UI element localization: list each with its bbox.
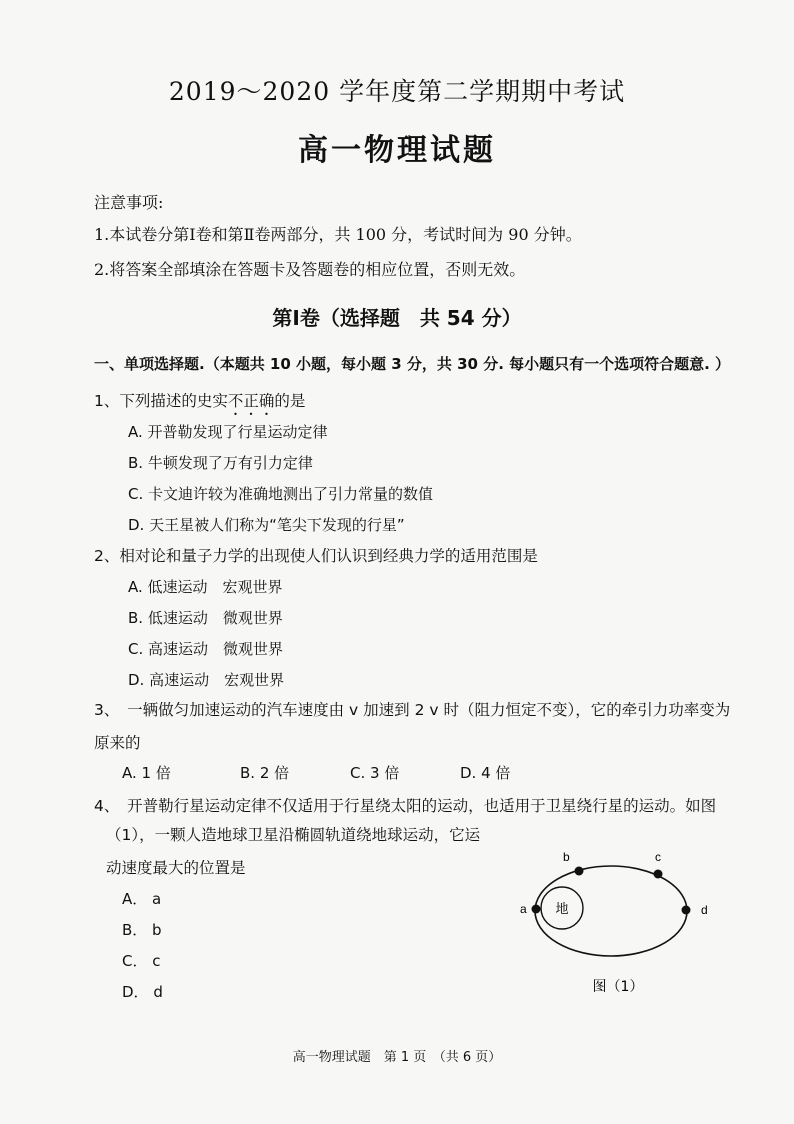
notice-heading: 注意事项: [94,193,164,212]
question-2-stem: 2、相对论和量子力学的出现使人们认识到经典力学的适用范围是 [94,547,538,565]
q3-option-c: C. 3 倍 [350,764,400,782]
earth-label: 地 [555,902,569,917]
point-c-label: c [655,850,661,864]
question-3-stem-line2: 原来的 [94,734,141,752]
point-a-label: a [520,902,527,916]
q3-option-b: B. 2 倍 [240,764,290,782]
q2-option-c: C. 高速运动 微观世界 [128,640,284,658]
section-title: 第Ⅰ卷（选择题 共 54 分） [272,306,522,330]
part-heading: 一、单项选择题.（本题共 10 小题，每小题 3 分，共 30 分. 每小题只有一个选项符合题意. ） [94,355,731,373]
point-d-dot [682,906,691,915]
q4-option-c: C． c [122,952,161,970]
point-b-dot [575,867,584,876]
figure-caption: 图（1） [592,979,644,995]
q1-option-d: D. 天王星被人们称为“笔尖下发现的行星” [128,516,405,534]
point-a-dot [532,905,541,914]
question-4-stem-line2: （1），一颗人造地球卫星沿椭圆轨道绕地球运动，它运 [106,826,481,844]
question-4-stem-line3: 动速度最大的位置是 [106,859,246,877]
q4-option-d: D． d [122,983,163,1001]
exam-title: 2019～2020 学年度第二学期期中考试 [168,77,626,106]
q3-option-a: A. 1 倍 [122,764,171,782]
question-1-stem: 1、下列描述的史实不正确的是 [94,392,306,410]
page-footer: 高一物理试题 第 1 页 （共 6 页） [292,1050,502,1065]
question-3-stem-line1: 3、 一辆做匀加速运动的汽车速度由 v 加速到 2 v 时（阻力恒定不变），它的牵引力功率变为 [94,701,731,719]
q1-option-c: C. 卡文迪许较为准确地测出了引力常量的数值 [128,485,434,503]
q1-option-a: A. 开普勒发现了行星运动定律 [128,423,328,441]
point-b-label: b [563,850,570,864]
q4-option-b: B． b [122,921,162,939]
notice-item-2: 2.将答案全部填涂在答题卡及答题卷的相应位置，否则无效。 [94,260,526,279]
point-c-dot [654,870,663,879]
q3-option-d: D. 4 倍 [460,764,511,782]
orbit-figure [500,840,730,1010]
subject-title: 高一物理试题 [298,133,496,168]
question-4-stem-line1: 4、 开普勒行星运动定律不仅适用于行星绕太阳的运动，也适用于卫星绕行星的运动。如图 [94,797,717,815]
point-d-label: d [701,903,708,917]
q4-option-a: A． a [122,890,162,908]
q2-option-b: B. 低速运动 微观世界 [128,609,283,627]
q2-option-a: A. 低速运动 宏观世界 [128,578,283,596]
q2-option-d: D. 高速运动 宏观世界 [128,671,285,689]
q1-option-b: B. 牛顿发现了万有引力定律 [128,454,313,472]
notice-item-1: 1.本试卷分第Ⅰ卷和第Ⅱ卷两部分，共 100 分，考试时间为 90 分钟。 [94,225,582,244]
emphasis-text: 不正确 [227,392,275,410]
